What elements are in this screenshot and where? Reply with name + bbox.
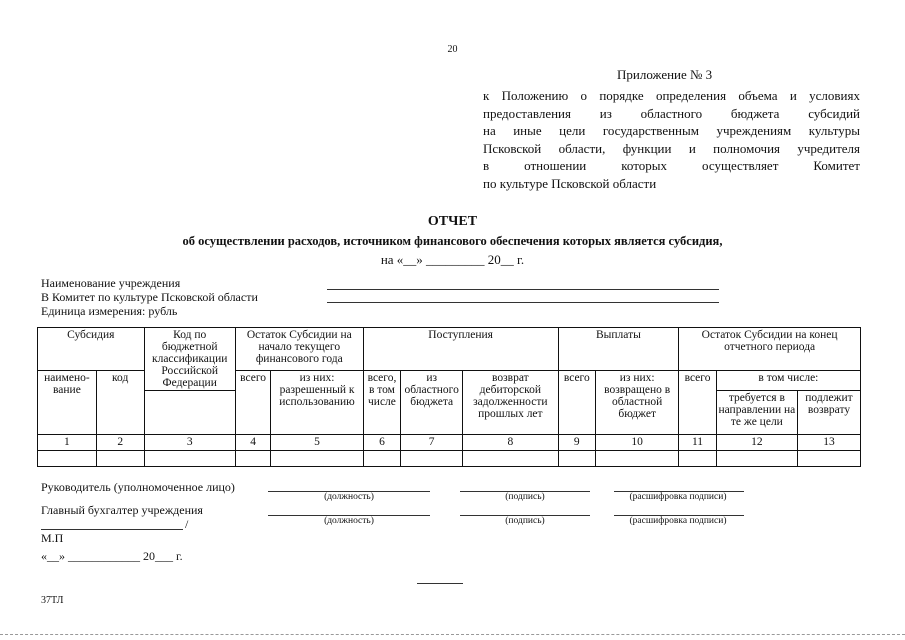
header-regional-budget: из областного бюджета <box>401 371 463 435</box>
header-subsidy-code: код <box>96 371 144 435</box>
committee-field-line <box>327 302 719 303</box>
column-number: 3 <box>144 435 235 451</box>
stamp-label: М.П <box>41 531 64 545</box>
header-receipts: Поступления <box>363 328 558 371</box>
appendix-line: предоставления из областного бюджета субсидий <box>483 105 860 121</box>
header-code: Код по бюджетной классификации Российской Федерации <box>144 328 235 391</box>
data-cell[interactable] <box>716 451 797 467</box>
column-number: 1 <box>38 435 97 451</box>
header-subsidy: Субсидия <box>38 328 145 371</box>
accountant-name-line[interactable] <box>41 529 183 530</box>
header-refund: подлежит возврату <box>797 391 860 435</box>
appendix-line: Псковской области, функции и полномочия учредителя <box>483 140 860 156</box>
header-return-debt: возврат дебиторской задолженности прошлых лет <box>463 371 558 435</box>
appendix-title: Приложение № 3 <box>617 67 713 82</box>
header-payments-total: всего <box>558 371 596 435</box>
appendix-line: по культуре Псковской области <box>483 175 657 191</box>
accountant-decoding-caption: (расшифровка подписи) <box>629 516 727 526</box>
header-returned: из них: возвращено в областной бюджет <box>596 371 679 435</box>
report-table <box>37 327 861 467</box>
page-number: 20 <box>447 44 458 55</box>
appendix-line: на иные цели государственным учреждениям культуры <box>483 123 860 139</box>
header-required: требуется в направлении на те же цели <box>716 391 797 435</box>
separator-line <box>417 583 463 584</box>
appendix-line: к Положению о порядке определения объема и условиях <box>483 88 860 103</box>
column-number: 12 <box>716 435 797 451</box>
head-signature-caption: (подпись) <box>505 492 545 502</box>
column-number: 13 <box>797 435 860 451</box>
committee-label: В Комитет по культуре Псковской области <box>41 290 258 304</box>
data-cell[interactable] <box>144 451 235 467</box>
table-row <box>38 451 861 467</box>
column-number: 9 <box>558 435 596 451</box>
header-allowed: из них: разрешенный к использованию <box>271 371 363 435</box>
data-cell[interactable] <box>558 451 596 467</box>
data-cell[interactable] <box>596 451 679 467</box>
header-balance-start: Остаток Субсидии на начало текущего финансового года <box>235 328 363 371</box>
report-date-line: на «__» _________ 20__ г. <box>380 252 525 267</box>
accountant-slash: / <box>185 517 189 531</box>
data-cell[interactable] <box>363 451 401 467</box>
header-balance-end: Остаток Субсидии на конец отчетного периода <box>679 328 861 371</box>
header-including: в том числе: <box>716 371 860 391</box>
institution-label: Наименование учреждения <box>41 276 181 290</box>
accountant-position-caption: (должность) <box>324 516 374 526</box>
appendix-line: в отношении которых осуществляет Комитет <box>483 158 860 174</box>
column-number: 4 <box>235 435 271 451</box>
data-cell[interactable] <box>797 451 860 467</box>
accountant-signature-caption: (подпись) <box>505 516 545 526</box>
header-empty <box>144 391 235 435</box>
column-number: 10 <box>596 435 679 451</box>
report-subtitle: об осуществлении расходов, источником финансового обеспечения которых является субсидия, <box>182 234 723 248</box>
head-decoding-caption: (расшифровка подписи) <box>629 492 727 502</box>
data-cell[interactable] <box>235 451 271 467</box>
report-title: ОТЧЕТ <box>427 214 478 229</box>
head-label: Руководитель (уполномоченное лицо) <box>41 480 235 494</box>
data-cell[interactable] <box>96 451 144 467</box>
header-name: наимено-вание <box>38 371 97 435</box>
header-receipts-total: всего, в том числе <box>363 371 401 435</box>
accountant-label: Главный бухгалтер учреждения <box>41 503 203 517</box>
signature-date: «__» ____________ 20___ г. <box>41 549 183 563</box>
column-number: 11 <box>679 435 717 451</box>
header-end-total: всего <box>679 371 717 435</box>
data-cell[interactable] <box>679 451 717 467</box>
header-start-total: всего <box>235 371 271 435</box>
column-number: 7 <box>401 435 463 451</box>
data-cell[interactable] <box>271 451 363 467</box>
head-position-caption: (должность) <box>324 492 374 502</box>
data-cell[interactable] <box>463 451 558 467</box>
column-number: 8 <box>463 435 558 451</box>
footer-code: 37ТЛ <box>41 595 64 606</box>
appendix-text <box>483 87 860 193</box>
column-number: 5 <box>271 435 363 451</box>
column-number: 2 <box>96 435 144 451</box>
header-payments: Выплаты <box>558 328 679 371</box>
column-number: 6 <box>363 435 401 451</box>
data-cell[interactable] <box>401 451 463 467</box>
unit-label: Единица измерения: рубль <box>41 304 178 318</box>
data-cell[interactable] <box>38 451 97 467</box>
page-bottom-rule <box>0 634 905 635</box>
institution-field-line <box>327 289 719 290</box>
